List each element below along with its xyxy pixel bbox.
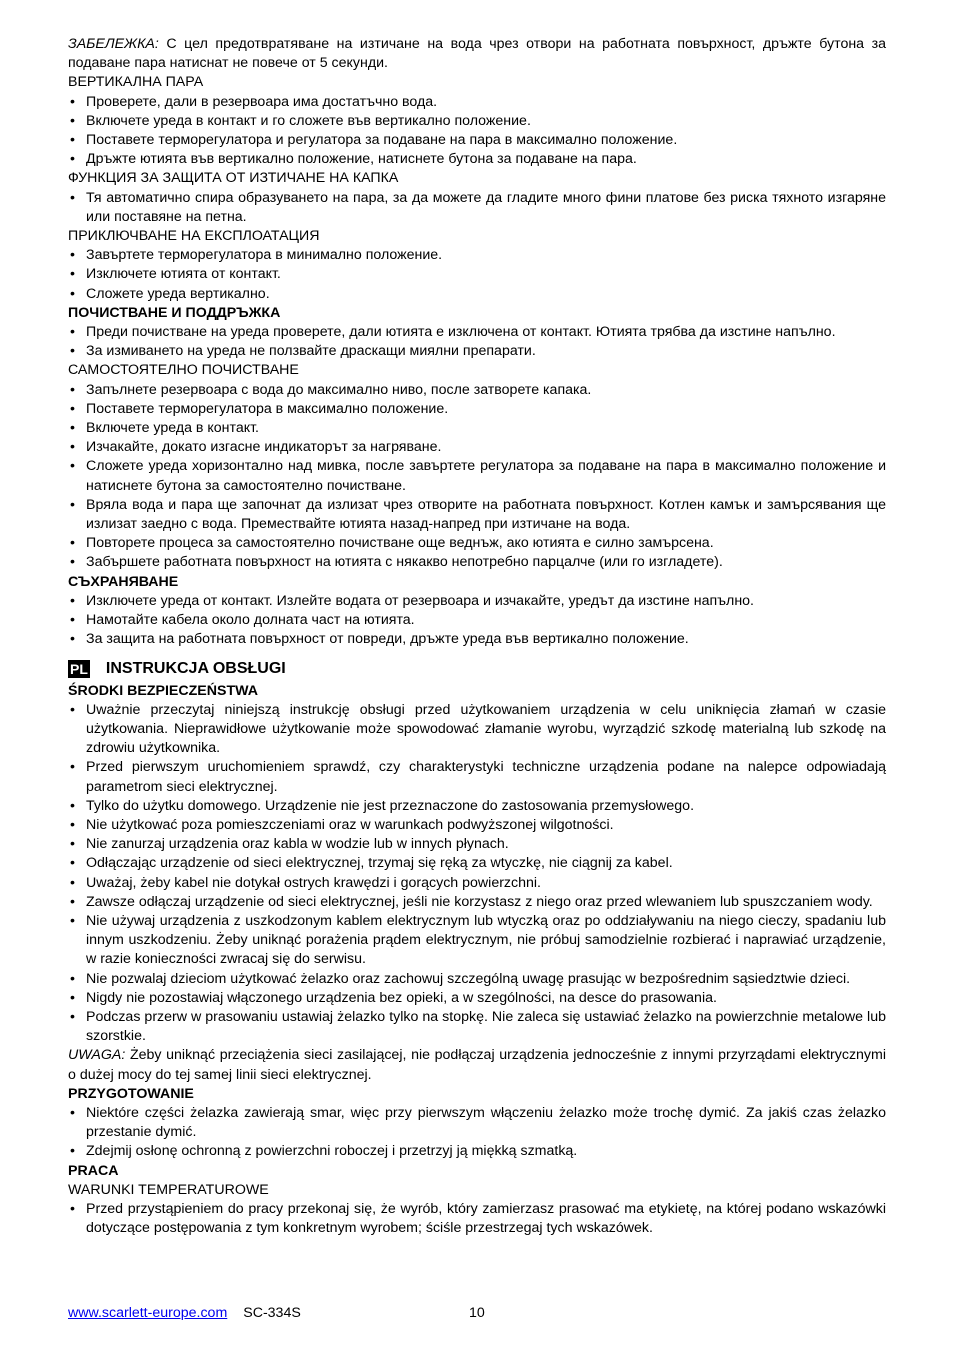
- website-link[interactable]: www.scarlett-europe.com: [68, 1305, 228, 1321]
- list-item-text: Проверете, дали в резервоара има достатъчно вода.: [86, 93, 438, 110]
- bg-note-text: С цел предотвратяване на изтичане на вода чрез отвори на работната повърхност, дръжте бутона за подаване пара натиснат не повече от 5 секунди.: [68, 36, 886, 72]
- list-item: [68, 246, 886, 265]
- list-item: [68, 989, 886, 1008]
- page-footer: [68, 1304, 886, 1322]
- pl-warning-text: Żeby uniknąć przeciążenia sieci zasilającej, nie podłączaj urządzenia jednocześnie z innymi przyrządami elektrycznymi o dużej mocy do tej samej linii sieci elektrycznej.: [68, 1047, 886, 1083]
- list-item: [68, 150, 886, 169]
- page-number: 10: [469, 1305, 485, 1321]
- list-item: [68, 970, 886, 989]
- bullet-list: [68, 323, 886, 361]
- list-item: [68, 592, 886, 611]
- bullet-list: [68, 592, 886, 650]
- list-item-text: Uważaj, żeby kabel nie dotykał ostrych krawędzi i gorących powierzchni.: [86, 874, 541, 891]
- bullet-list: [68, 93, 886, 170]
- list-item-text: Вряла вода и пара ще започнат да излизат чрез отворите на работната повърхност. Котлен камък и замърсявания ще излизат заедно с вода. Премествайте ютията назад-напред при изтичане на вода.: [86, 496, 886, 533]
- section-heading: ПОЧИСТВАНЕ И ПОДДРЪЖКА: [68, 304, 281, 321]
- bullet-icon: •: [70, 836, 75, 853]
- list-item: [68, 285, 886, 304]
- language-section-title: INSTRUKCJA OBSŁUGI: [105, 659, 286, 677]
- bullet-icon: •: [70, 324, 75, 341]
- bullet-icon: •: [70, 1200, 75, 1217]
- list-item-text: Сложете уреда вертикално.: [86, 285, 270, 302]
- section-heading: СЪХРАНЯВАНЕ: [68, 573, 179, 590]
- bullet-icon: •: [70, 439, 75, 456]
- bullet-icon: •: [70, 496, 75, 513]
- bullet-icon: •: [70, 343, 75, 360]
- list-item-text: Забършете работната повърхност на ютията с някакво непотребно парцалче (или го изгладете).: [86, 554, 723, 571]
- model-number: SC-334S: [243, 1305, 301, 1321]
- bullet-icon: •: [70, 759, 75, 776]
- bullet-icon: •: [70, 631, 75, 648]
- bullet-list: [68, 701, 886, 1047]
- list-item: [68, 419, 886, 438]
- list-item-text: Zdejmij osłonę ochronną z powierzchni roboczej i przetrzyj ją miękką szmatką.: [86, 1143, 578, 1160]
- list-item-text: Преди почистване на уреда проверете, дали ютията е изключена от контакт. Ютията трябва да изстине напълно.: [86, 324, 836, 341]
- list-item-text: Намотайте кабела около долната част на ютията.: [86, 612, 415, 629]
- list-item-text: Поставете терморегулатора и регулатора за подаване на пара в максимално положение.: [86, 132, 678, 149]
- list-item: [68, 438, 886, 457]
- list-item-text: Запълнете резервоара с вода до максимално ниво, после затворете капака.: [86, 381, 592, 398]
- bullet-icon: •: [70, 989, 75, 1006]
- list-item-text: За измиването на уреда не ползвайте драскащи миялни препарати.: [86, 343, 536, 360]
- list-item: [68, 611, 886, 630]
- bullet-icon: •: [70, 112, 75, 129]
- list-item: [68, 265, 886, 284]
- list-item: [68, 381, 886, 400]
- list-item: [68, 1008, 886, 1046]
- section-heading: ВЕРТИКАЛНА ПАРА: [68, 74, 204, 91]
- bg-note-label: ЗАБЕЛЕЖКА:: [68, 36, 159, 52]
- list-item: [68, 553, 886, 572]
- bullet-icon: •: [70, 1008, 75, 1025]
- list-item-text: Повторете процеса за самостоятелно почистване още веднъж, ако ютията е силно замърсена.: [86, 535, 714, 552]
- bullet-icon: •: [70, 93, 75, 110]
- list-item-text: Odłączając urządzenie od sieci elektrycznej, trzymaj się ręką za wtyczkę, nie ciągnij za kabel.: [86, 855, 673, 872]
- bullet-icon: •: [70, 701, 75, 718]
- list-item: [68, 630, 886, 649]
- list-item: [68, 797, 886, 816]
- bullet-list: [68, 246, 886, 304]
- bullet-icon: •: [70, 592, 75, 609]
- list-item-text: Изключете ютията от контакт.: [86, 266, 281, 283]
- list-item: [68, 131, 886, 150]
- list-item: [68, 701, 886, 759]
- bullet-icon: •: [70, 247, 75, 264]
- bullet-icon: •: [70, 535, 75, 552]
- list-item: [68, 323, 886, 342]
- section-heading: ФУНКЦИЯ ЗА ЗАЩИТА ОТ ИЗТИЧАНЕ НА КАПКА: [68, 170, 399, 187]
- list-item: [68, 400, 886, 419]
- bullet-icon: •: [70, 970, 75, 987]
- bullet-icon: •: [70, 381, 75, 398]
- list-item-text: Nie zanurzaj urządzenia oraz kabla w wodzie lub w innych płynach.: [86, 836, 509, 853]
- list-item: [68, 342, 886, 361]
- list-item: [68, 1104, 886, 1142]
- list-item-text: Тя автоматично спира образуването на пара, за да можете да гладите много фини платове без риска тяхното изгаряне или поставяне на петна.: [86, 189, 886, 225]
- list-item-text: Podczas przerw w prasowaniu ustawiaj żelazko tylko na stopkę. Nie zaleca się ustawiać żelazko na powierzchnie metalowe lub szorstkie.: [86, 1008, 886, 1045]
- list-item-text: Nie pozwalaj dzieciom użytkować żelazko oraz zachowuj szczególną uwagę prasując w bezpośrednim sąsiedztwie dzieci.: [86, 970, 851, 987]
- list-item-text: Nie użytkować poza pomieszczeniami oraz w warunkach podwyższonej wilgotności.: [86, 816, 614, 833]
- list-item-text: Tylko do użytku domowego. Urządzenie nie jest przeznaczone do zastosowania przemysłowego.: [86, 797, 695, 814]
- list-item: [68, 835, 886, 854]
- bullet-icon: •: [70, 912, 75, 929]
- bullet-icon: •: [70, 400, 75, 417]
- bullet-icon: •: [70, 816, 75, 833]
- bullet-icon: •: [70, 151, 75, 168]
- list-item-text: Поставете терморегулатора в максимално положение.: [86, 400, 449, 417]
- list-item-text: Изключете уреда от контакт. Излейте водата от резервоара и изчакайте, уредът да изстине напълно.: [86, 592, 754, 609]
- list-item-text: Niektóre części żelazka zawierają smar, więc przy pierwszym włączeniu żelazko może trochę dymić. Za jakiś czas żelazko przestanie dymić.: [86, 1104, 886, 1141]
- bullet-icon: •: [70, 266, 75, 283]
- bg-note: [68, 35, 886, 73]
- list-item-text: За защита на работната повърхност от повреди, дръжте уреда във вертикално положение.: [86, 631, 689, 648]
- list-item: [68, 534, 886, 553]
- list-item-text: Включете уреда в контакт и го сложете във вертикално положение.: [86, 112, 531, 129]
- list-item: [68, 112, 886, 131]
- bullet-list: [68, 1200, 886, 1238]
- list-item: [68, 1200, 886, 1238]
- list-item-text: Завъртете терморегулатора в минимално положение.: [86, 247, 443, 264]
- bullet-list: [68, 189, 886, 227]
- page-content: [68, 35, 886, 1238]
- bullet-icon: •: [70, 1104, 75, 1121]
- list-item: [68, 1142, 886, 1161]
- section-heading: PRACA: [68, 1162, 119, 1179]
- list-item-text: Изчакайте, докато изгасне индикаторът за нагряване.: [86, 439, 442, 456]
- language-badge: PL: [70, 660, 88, 677]
- list-item-text: Przed przystąpieniem do pracy przekonaj się, że wyrób, który zamierzasz prasować ma etykietę, na której podano wskazówki dotyczące postępowania z tym konkretnym wyrobem; ściśle przestrzegaj tych wskazówek.: [86, 1200, 886, 1237]
- pl-warning-label: UWAGA:: [68, 1047, 126, 1064]
- bullet-icon: •: [70, 855, 75, 872]
- bullet-icon: •: [70, 797, 75, 814]
- section-heading: ПРИКЛЮЧВАНЕ НА ЕКСПЛОАТАЦИЯ: [68, 228, 320, 245]
- list-item-text: Uważnie przeczytaj niniejszą instrukcję obsługi przed użytkowaniem urządzenia w celu uniknięcia złamań w czasie użytkowania. Nieprawidłowe użytkowanie może spowodować złamanie wyrobu, wyrządzić szkodę materialną lub szkodę na zdrowiu użytkownika.: [86, 701, 886, 757]
- list-item: [68, 457, 886, 495]
- bullet-list: [68, 1104, 886, 1162]
- bullet-icon: •: [70, 612, 75, 629]
- section-heading: PRZYGOTOWANIE: [68, 1085, 194, 1102]
- bullet-icon: •: [70, 874, 75, 891]
- pl-warning: [68, 1046, 886, 1084]
- list-item: [68, 93, 886, 112]
- list-item: [68, 874, 886, 893]
- list-item-text: Zawsze odłączaj urządzenie od sieci elektrycznej, jeśli nie korzystasz z niego oraz przed wlewaniem lub spuszczaniem wody.: [86, 893, 873, 910]
- list-item-text: Nie używaj urządzenia z uszkodzonym kablem elektrycznym lub wtyczką oraz po oddziaływaniu na niego cieczy, spadaniu lub innym uszkodzeniu. Żeby uniknąć porażenia prądem elektrycznym, nie próbuj samodzielnie rozbierać i naprawiać urządzenie, w razie konieczności zwracaj się do serwisu.: [86, 912, 886, 968]
- list-item: [68, 912, 886, 970]
- bullet-list: [68, 381, 886, 573]
- bullet-icon: •: [70, 1143, 75, 1160]
- bullet-icon: •: [70, 285, 75, 302]
- list-item-text: Nigdy nie pozostawiaj włączonego urządzenia bez opieki, a w szególności, na desce do prasowania.: [86, 989, 717, 1006]
- list-item-text: Przed pierwszym uruchomieniem sprawdź, czy charakterystyki techniczne urządzenia podane na nalepce odpowiadają parametrom sieci elektrycznej.: [86, 759, 886, 795]
- language-section-header: [68, 656, 886, 682]
- list-item: [68, 758, 886, 796]
- section-subheading: WARUNKI TEMPERATUROWE: [68, 1181, 269, 1198]
- bullet-icon: •: [70, 132, 75, 149]
- section-heading: САМОСТОЯТЕЛНО ПОЧИСТВАНЕ: [68, 362, 299, 379]
- list-item: [68, 189, 886, 227]
- list-item: [68, 816, 886, 835]
- list-item: [68, 496, 886, 534]
- section-heading: ŚRODKI BEZPIECZEŃSTWA: [68, 682, 258, 699]
- list-item-text: Сложете уреда хоризонтално над мивка, после завъртете регулатора за подаване на пара в максимално положение и натиснете бутона за самостоятелно почистване.: [86, 458, 886, 494]
- list-item-text: Дръжте ютията във вертикално положение, натиснете бутона за подаване на пара.: [86, 151, 637, 168]
- bullet-icon: •: [70, 420, 75, 437]
- bullet-icon: •: [70, 458, 75, 475]
- list-item: [68, 854, 886, 873]
- bullet-icon: •: [70, 893, 75, 910]
- list-item: [68, 893, 886, 912]
- bullet-icon: •: [70, 554, 75, 571]
- bullet-icon: •: [70, 189, 75, 206]
- list-item-text: Включете уреда в контакт.: [86, 420, 259, 437]
